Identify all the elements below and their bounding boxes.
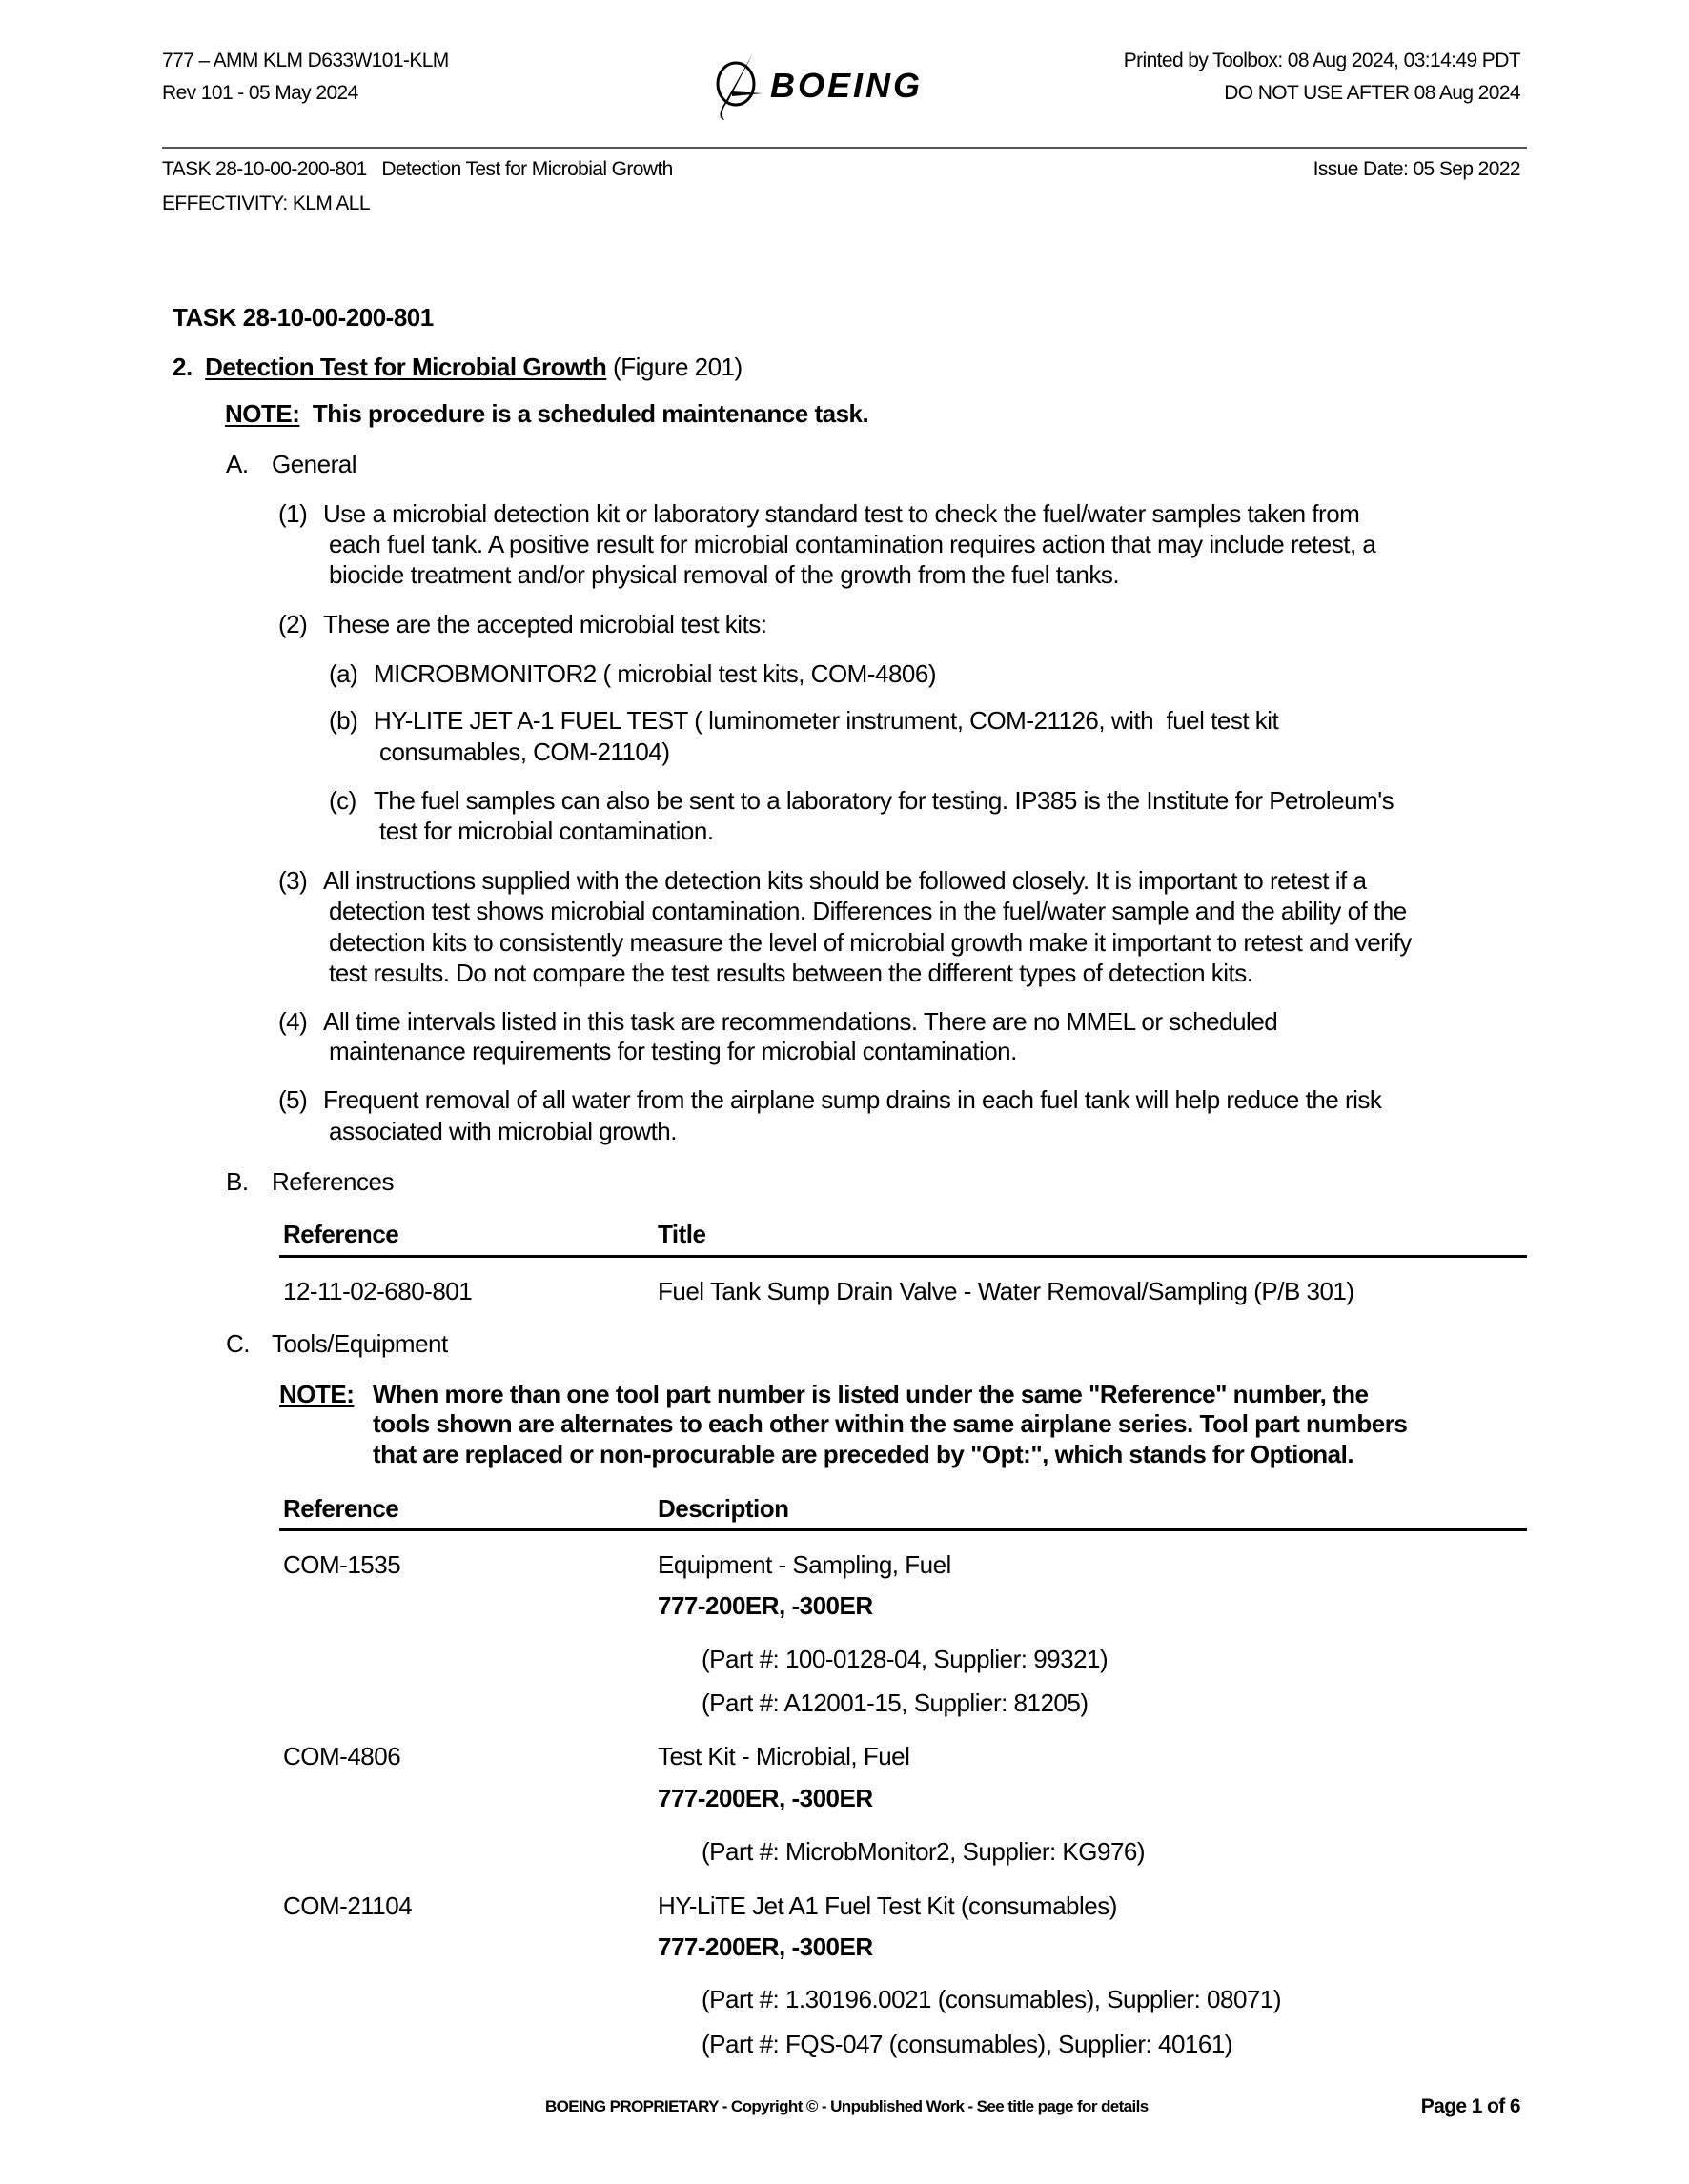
header-divider bbox=[162, 147, 1527, 149]
boeing-logo bbox=[703, 50, 989, 124]
section-b-title: References bbox=[272, 1167, 394, 1196]
references-header-title: Title bbox=[658, 1220, 706, 1248]
kit-a-number: (a) bbox=[329, 659, 358, 688]
note-text: This procedure is a scheduled maintenance task. bbox=[312, 399, 869, 428]
item-4-line: All time intervals listed in this task are recommendations. There are no MMEL or scheduled bbox=[323, 1007, 1278, 1036]
item-3-line: detection test shows microbial contamination. Differences in the fuel/water sample and the ability of the bbox=[329, 897, 1407, 925]
item-2-number: (2) bbox=[278, 610, 308, 638]
item-3-line: test results. Do not compare the test results between the different types of detection kits. bbox=[329, 959, 1253, 987]
item-1-line: biocide treatment and/or physical removal of the growth from the fuel tanks. bbox=[329, 560, 1120, 589]
logo-wordmark: BOEING bbox=[770, 66, 924, 105]
do-not-use-date: DO NOT USE AFTER 08 Aug 2024 bbox=[1224, 82, 1520, 104]
reference-number[interactable]: 12-11-02-680-801 bbox=[283, 1277, 473, 1305]
references-header-reference: Reference bbox=[283, 1220, 399, 1248]
tools-header-description: Description bbox=[658, 1494, 789, 1523]
reference-title: Fuel Tank Sump Drain Valve - Water Removal/Sampling (P/B 301) bbox=[658, 1277, 1354, 1305]
tool-reference: COM-21104 bbox=[283, 1891, 413, 1920]
kit-b-line: consumables, COM-21104) bbox=[379, 738, 670, 766]
kit-a-line: MICROBMONITOR2 ( microbial test kits, COM-4806) bbox=[374, 659, 937, 688]
section-heading bbox=[173, 352, 743, 382]
tool-effectivity: 777-200ER, -300ER bbox=[658, 1932, 873, 1961]
tool-description: Test Kit - Microbial, Fuel bbox=[658, 1742, 910, 1770]
tool-effectivity: 777-200ER, -300ER bbox=[658, 1591, 873, 1620]
kit-b-line: HY-LITE JET A-1 FUEL TEST ( luminometer instrument, COM-21126, with fuel test kit bbox=[374, 706, 1279, 735]
effectivity: EFFECTIVITY: KLM ALL bbox=[162, 192, 370, 214]
item-5-number: (5) bbox=[278, 1085, 308, 1114]
tools-note-line: When more than one tool part number is listed under the same "Reference" number, the bbox=[373, 1380, 1369, 1408]
figure-reference[interactable]: (Figure 201) bbox=[613, 353, 743, 381]
item-5-line: Frequent removal of all water from the airplane sump drains in each fuel tank will help reduce the risk bbox=[323, 1085, 1382, 1114]
printed-by: Printed by Toolbox: 08 Aug 2024, 03:14:49 PDT bbox=[1123, 50, 1520, 71]
item-3-line: All instructions supplied with the detection kits should be followed closely. It is important to retest if a bbox=[323, 866, 1367, 895]
kit-c-number: (c) bbox=[329, 786, 356, 815]
item-1-line: each fuel tank. A positive result for microbial contamination requires action that may include retest, a bbox=[329, 530, 1376, 558]
item-2-line: These are the accepted microbial test kits: bbox=[323, 610, 767, 638]
item-1-number: (1) bbox=[278, 499, 308, 528]
section-a-letter: A. bbox=[226, 450, 249, 478]
tool-description: HY-LiTE Jet A1 Fuel Test Kit (consumables) bbox=[658, 1891, 1117, 1920]
note-scheduled bbox=[225, 398, 868, 429]
tool-part: (Part #: 1.30196.0021 (consumables), Supplier: 08071) bbox=[702, 1985, 1281, 2013]
item-1-line: Use a microbial detection kit or laboratory standard test to check the fuel/water samples taken from bbox=[323, 499, 1360, 528]
tools-header-reference: Reference bbox=[283, 1494, 399, 1523]
section-a-title: General bbox=[272, 450, 356, 478]
doc-id: 777 – AMM KLM D633W101-KLM bbox=[162, 50, 449, 71]
item-5-line: associated with microbial growth. bbox=[329, 1117, 677, 1145]
tool-description: Equipment - Sampling, Fuel bbox=[658, 1550, 951, 1579]
tools-note-line: that are replaced or non-procurable are preceded by "Opt:", which stands for Optional. bbox=[373, 1440, 1354, 1468]
note-label: NOTE: bbox=[225, 399, 300, 428]
kit-c-line: The fuel samples can also be sent to a laboratory for testing. IP385 is the Institute for Petroleum's bbox=[374, 786, 1394, 815]
kit-c-line: test for microbial contamination. bbox=[379, 817, 714, 845]
item-4-line: maintenance requirements for testing for microbial contamination. bbox=[329, 1037, 1017, 1065]
tool-reference: COM-1535 bbox=[283, 1550, 401, 1579]
page-number: Page 1 of 6 bbox=[1420, 2095, 1520, 2117]
task-heading: TASK 28-10-00-200-801 bbox=[173, 303, 434, 332]
tool-part: (Part #: MicrobMonitor2, Supplier: KG976) bbox=[702, 1837, 1146, 1866]
tool-part: (Part #: 100-0128-04, Supplier: 99321) bbox=[702, 1645, 1109, 1673]
proprietary-notice: BOEING PROPRIETARY - Copyright © - Unpublished Work - See title page for details bbox=[545, 2097, 1149, 2115]
section-c-letter: C. bbox=[226, 1329, 250, 1358]
section-number: 2. bbox=[173, 353, 193, 381]
tool-part: (Part #: FQS-047 (consumables), Supplier: 40161) bbox=[702, 2030, 1232, 2058]
issue-date: Issue Date: 05 Sep 2022 bbox=[1313, 158, 1520, 180]
boeing-logo-icon bbox=[703, 50, 989, 124]
tools-header-rule bbox=[279, 1528, 1527, 1531]
revision: Rev 101 - 05 May 2024 bbox=[162, 82, 358, 104]
section-b-letter: B. bbox=[226, 1167, 249, 1196]
tools-note-line: tools shown are alternates to each other within the same airplane series. Tool part numbers bbox=[373, 1409, 1408, 1438]
section-title: Detection Test for Microbial Growth bbox=[205, 353, 607, 381]
section-c-title: Tools/Equipment bbox=[272, 1329, 448, 1358]
references-header-rule bbox=[279, 1255, 1527, 1258]
item-3-number: (3) bbox=[278, 866, 308, 895]
task-line: TASK 28-10-00-200-801 Detection Test for Microbial Growth bbox=[162, 158, 673, 180]
kit-b-number: (b) bbox=[329, 706, 358, 735]
tools-note-label: NOTE: bbox=[279, 1380, 355, 1408]
tool-effectivity: 777-200ER, -300ER bbox=[658, 1784, 873, 1812]
tool-part: (Part #: A12001-15, Supplier: 81205) bbox=[702, 1689, 1089, 1717]
item-3-line: detection kits to consistently measure the level of microbial growth make it important to retest and verify bbox=[329, 928, 1412, 957]
item-4-number: (4) bbox=[278, 1007, 308, 1036]
tool-reference: COM-4806 bbox=[283, 1742, 401, 1770]
